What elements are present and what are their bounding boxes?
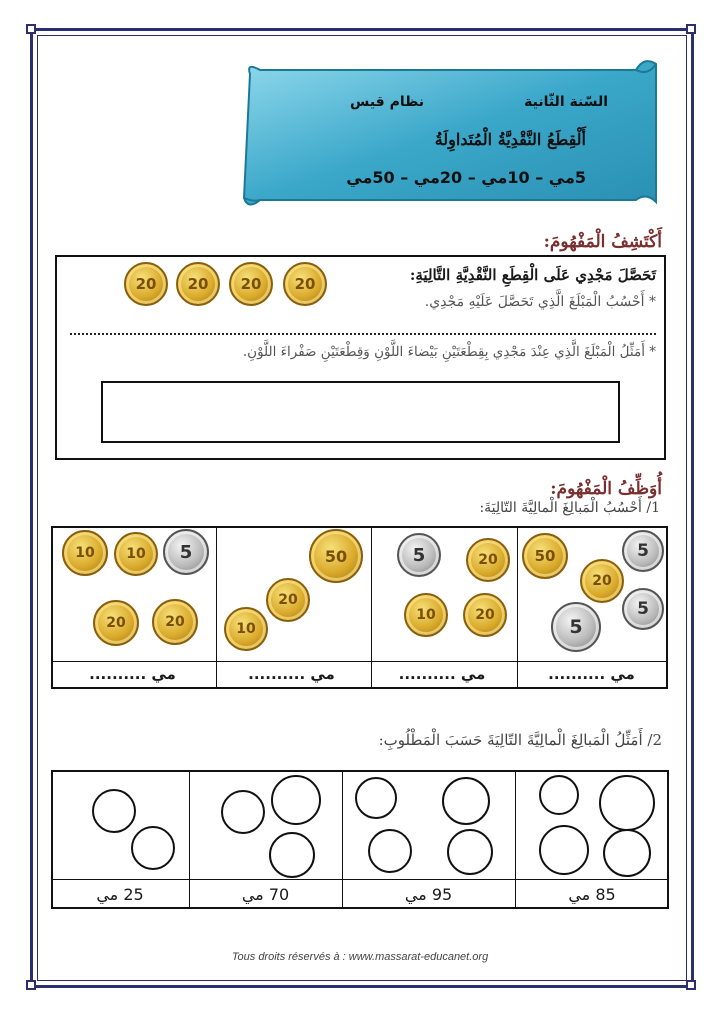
coin-20-icon: 20 — [266, 578, 310, 622]
coin-5-icon: 5 — [551, 602, 601, 652]
answer-drawing-box[interactable] — [101, 381, 620, 443]
copyright-footer: Tous droits réservés à : www.massarat-educanet.org — [231, 951, 489, 963]
target-amount-label: 70 مي — [241, 885, 290, 904]
coin-20-icon: 20 — [463, 593, 507, 637]
amount-answer-field[interactable]: مي .......... — [398, 665, 486, 683]
target-amount-label: 25 مي — [96, 885, 144, 904]
empty-coin-circle[interactable] — [539, 825, 589, 875]
coin-20-icon: 20 — [124, 262, 168, 306]
lesson-subtitle: 5مي – 10مي – 20مي – 50مي — [346, 168, 586, 187]
coin-10-icon: 10 — [62, 530, 108, 576]
empty-coin-circle[interactable] — [603, 829, 651, 877]
title-banner — [236, 52, 678, 220]
empty-coin-circle[interactable] — [355, 777, 397, 819]
empty-coin-circle[interactable] — [269, 832, 315, 878]
corner-ornament — [686, 24, 696, 34]
empty-coin-circle[interactable] — [539, 775, 579, 815]
empty-coin-circle[interactable] — [442, 777, 490, 825]
discover-task-2: * أَمَثِّلُ الْمَبْلَغَ الَّذِي عِنْدَ مَجْدِي بِقِطْعَتَيْنِ بَيْضاءَ اللَّوْنِ وَقِطْعَتَيْنِ صَفْراءَ اللَّوْنِ. — [242, 344, 656, 360]
empty-coin-circle[interactable] — [271, 775, 321, 825]
grade-label: السّنة الثّانية — [524, 94, 608, 110]
corner-ornament — [26, 980, 36, 990]
empty-coin-circle[interactable] — [599, 775, 655, 831]
coin-20-icon: 20 — [283, 262, 327, 306]
amount-answer-field[interactable]: مي .......... — [89, 665, 176, 683]
amount-answer-field[interactable]: مي .......... — [248, 665, 335, 683]
coin-5-icon: 5 — [397, 533, 441, 577]
coin-20-icon: 20 — [229, 262, 273, 306]
discover-intro: تَحَصَّلَ مَجْدِي عَلَى الْقِطَعِ النَّقْدِيَّةِ التَّالِيَةِ: — [409, 266, 656, 284]
coin-20-icon: 20 — [466, 538, 510, 582]
empty-coin-circle[interactable] — [221, 790, 265, 834]
coin-20-icon: 20 — [152, 599, 198, 645]
coin-20-icon: 20 — [580, 559, 624, 603]
coin-10-icon: 10 — [224, 607, 268, 651]
empty-coin-circle[interactable] — [447, 829, 493, 875]
empty-coin-circle[interactable] — [92, 789, 136, 833]
coin-10-icon: 10 — [404, 593, 448, 637]
section-title-apply: أُوَظِّفُ الْمَفْهُومَ: — [550, 479, 662, 499]
exercise-2-instruction: 2/ أَمَثِّلُ الْمَبالِغَ الْمالِيَّةَ التّالِيَةَ حَسَبَ الْمَطْلُوبِ: — [378, 731, 662, 749]
lesson-title: أَلْقِطَعُ النَّقْدِيَّةُ الْمُتَداوِلَةُ — [434, 130, 586, 149]
empty-coin-circle[interactable] — [368, 829, 412, 873]
corner-ornament — [686, 980, 696, 990]
coin-50-icon: 50 — [309, 529, 363, 583]
empty-coin-circle[interactable] — [131, 826, 175, 870]
target-amount-label: 95 مي — [404, 885, 453, 904]
coin-5-icon: 5 — [163, 529, 209, 575]
coin-5-icon: 5 — [622, 530, 664, 572]
exercise-1-instruction: 1/ أَحْسُبُ الْمَبالِغَ الْمالِيَّةَ التّالِيَةَ: — [479, 500, 660, 516]
coin-10-icon: 10 — [114, 532, 158, 576]
answer-dotted-line[interactable] — [70, 333, 656, 335]
amount-answer-field[interactable]: مي .......... — [548, 665, 635, 683]
coin-20-icon: 20 — [93, 600, 139, 646]
target-amount-label: 85 مي — [568, 885, 616, 904]
coin-20-icon: 20 — [176, 262, 220, 306]
discover-task-1: * أَحْسُبُ الْمَبْلَغَ الَّذِي تَحَصَّلَ عَلَيْهِ مَجْدِي. — [424, 294, 656, 310]
school-label: نظام قيس — [350, 94, 424, 110]
corner-ornament — [26, 24, 36, 34]
coin-50-icon: 50 — [522, 533, 568, 579]
coin-5-icon: 5 — [622, 588, 664, 630]
section-title-discover: أَكْتَشِفُ الْمَفْهُومَ: — [543, 232, 662, 252]
